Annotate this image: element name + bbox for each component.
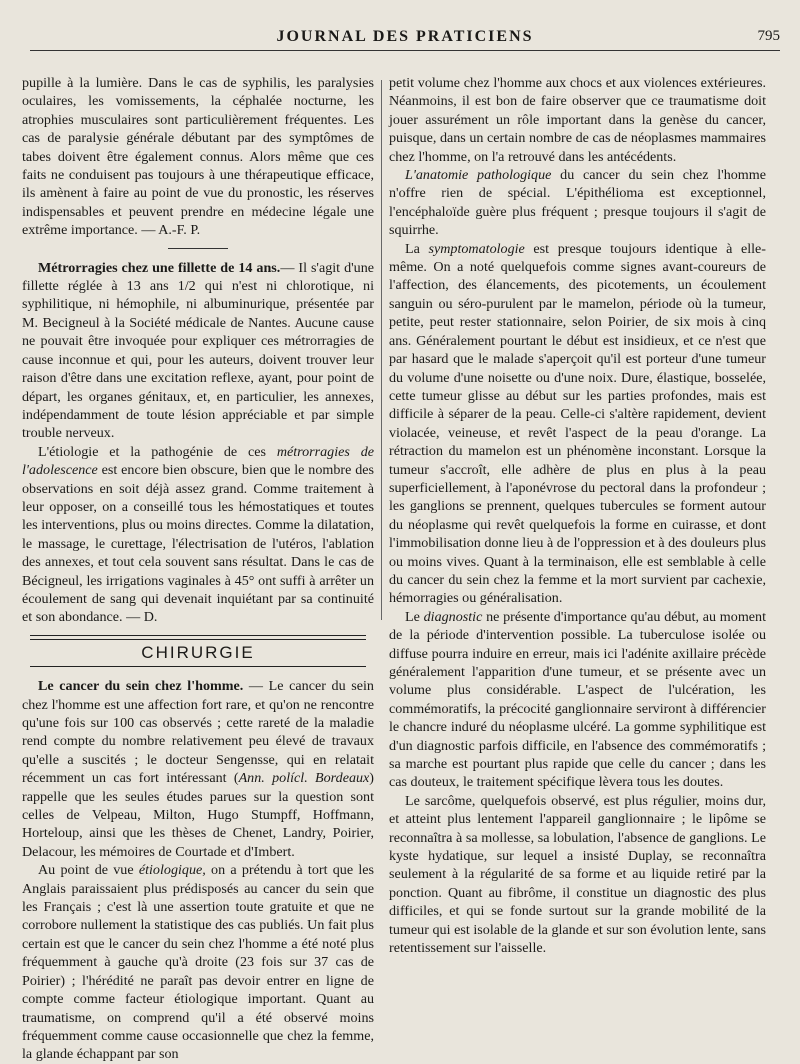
article-paragraph — [22, 677, 374, 861]
right-column — [389, 74, 766, 958]
italic-term: symptomatologie — [428, 240, 525, 257]
journal-title: JOURNAL DES PRATICIENS — [276, 28, 534, 45]
article-title: Le cancer du sein chez l'homme. — [38, 678, 244, 695]
italic-term: étiologique, — [138, 862, 206, 879]
paragraph — [22, 74, 374, 240]
section-heading: CHIRURGIE — [141, 642, 255, 662]
paragraph-text: du cancer du sein chez l'homme n'offre rien de spécial. L'épithélioma est exceptionnel, l'encéphaloïde guère plus fréquent ; presque toujours il s'agit de squirrhe. — [389, 167, 766, 239]
paragraph-text: Le — [405, 608, 424, 625]
article-paragraph — [22, 861, 374, 1063]
paragraph-text: ) rappelle que les seules études parues sur la question sont celles de Velpeau, Milton, Hugo Stumpff, Hoffmann, Horteloup, ainsi que les thèses de Chenet, Landry, Poirier, Delacour, les mémoires de Courtade et d'Imbert. — [22, 770, 374, 860]
separator-rule — [168, 248, 228, 249]
page-header — [30, 28, 780, 52]
paragraph-text: est presque toujours identique à elle-même. On a noté quelquefois comme signes avant-coureurs de l'affection, des élancements, des picotements, un écoulement sanguin ou séro-purulent par le mamelon, période où la tumeur, petite, peut rester stationnaire, selon Poirier, de six mois à cinq ans. Généralement pourtant le début est insidieux, et ce n'est que par hasard que le malade s'aperçoit qu'il est porteur d'une tumeur du volume d'une noisette ou d'une noix. Dure, élastique, bosselée, cette tumeur glisse au début sur les parties profondes, mais est difficile à séparer de la peau. Celle-ci s'altère rapidement, devient violacée, veineuse, et revêt l'aspect de la peau d'orange. La rétraction du mamelon est un phénomène inconstant. Lorsque la tumeur s'accroît, elle adhère de plus en plus à la peau superficiellement, à l'aponévrose du pectoral dans la profondeur ; les ganglions se prennent, quelques tubercules se forment autour du néoplasme qui revêt quelquefois la forme en cuirasse, et dont l'immobilisation donne lieu à de l'oppression et à des douleurs plus ou moins vives. Quant à la terminaison, elle est semblable à celle du cancer du sein chez la femme et la mort survient par cachexie, hémorragies ou généralisation. — [389, 240, 766, 607]
paragraph — [389, 166, 766, 240]
section-rule — [30, 635, 366, 636]
article-paragraph — [22, 259, 374, 443]
italic-term: diagnostic — [423, 608, 483, 625]
paragraph-text: L'étiologie et la pathogénie de ces — [38, 443, 277, 460]
paragraph-text: est encore bien obscure, bien que le nombre des observations en soit déjà assez grand. Comme traitement à leur opposer, on a conseillé tous les hémostatiques et toutes les interventions, plus ou moins directes. Comme la dilatation, le massage, le curettage, l'électrisation de l'utéros, l'ablation des annexes, et tout cela souvent sans résultat. Dans le cas de Bécigneul, les irrigations vaginales à 45° ont suffi à arrêter un écoulement de sang qui devenait inquiétant par sa continuité et son abondance. — [22, 462, 374, 626]
paragraph-text: ne présente d'importance qu'au début, au moment de la période d'intervention possible. La tuberculose isolée ou diffuse pourra induire en erreur, mais ici l'adénite axillaire précède généralement l'apparition d'une tumeur, et se présente avec un volume plus considérable. L'aspect de l'ulcération, les commémoratifs, la précocité ganglionnaire serviront à différencier le chancre induré du néoplasme ulcéré. La gomme syphilitique est d'un diagnostic parfois difficile, en l'absence des commémoratifs ; sa marche est pourtant plus rapide que celle du cancer ; dans les cas douteux, le traitement spécifique lèvera tous les doutes. — [389, 608, 766, 791]
article-title: Métrorragies chez une fillette de 14 ans. — [38, 259, 281, 276]
paragraph-text: pupille à la lumière. Dans le cas de syphilis, les paralysies oculaires, les vomissements, la céphalée nocturne, les atrophies musculaires sont particulièrement fréquentes. Les cas de paralysie générale débutant par des symptômes de tabes doivent être également connus. Alors même que ces faits ne conduisent pas toujours à une thérapeutique efficace, ils amènent à faire au point de vue du pronostic, les réserves indispensables et peuvent prendre en médecine légale une extrême importance. — [22, 75, 374, 239]
paragraph: Le sarcôme, quelquefois observé, est plus régulier, moins dur, et atteint plus lentement l'appareil ganglionnaire ; le lipôme se reconnaîtra à sa mollesse, sa lobulation, l'absence de ganglions. Le kyste hydatique, sur lequel a insisté Duplay, se reconnaîtra seulement à la régularité de sa forme et au liquide retiré par la ponction. Quant au fibrôme, il constitue un diagnostic des plus difficiles, et qui se fonde surtout sur la grande mobilité de la tumeur qui est isolable de la glande et sur son évolution lente, sans retentissement sur l'aisselle. — [389, 792, 766, 957]
paragraph-text: Au point de vue — [38, 862, 139, 879]
author-signature: — A.-F. P. — [141, 222, 201, 239]
paragraph — [389, 240, 766, 608]
section-rule — [30, 666, 366, 667]
paragraph — [389, 608, 766, 792]
paragraph-text: — Il s'agit d'une fillette réglée à 13 ans 1/2 qui n'est ni chlorotique, ni syphilitique, ni hémophile, ni albuminurique, présentée par M. Becigneul à la Société médicale de Nantes. Aucune cause ne pouvait être invoquée pour expliquer ces métrorragies de cause inconnue et qui, pour les auteurs, doivent trouver leur raison d'être dans une excitation reflexe, ayant, pour point de départ, les organes génitaux, et, en particulier, les annexes, indépendamment de toute lésion appréciable et par simple trouble nerveux. — [22, 259, 375, 442]
italic-term: métrorragies de l'adolescence — [22, 443, 375, 479]
italic-term: Ann. polícl. Bordeaux — [238, 770, 370, 787]
page-number: 795 — [757, 28, 780, 44]
paragraph-text: — Le cancer du sein chez l'homme est une affection fort rare, et qu'on ne rencontre qu'une fois sur 100 cas observés ; cette rareté de la maladie rend compte du nombre relativement peu élevé de travaux qu'elle a suscités ; le docteur Sengensse, qui en relatait récemment un cas fort intéressant ( — [22, 678, 374, 787]
italic-term: L'anatomie pathologique — [405, 167, 552, 184]
paragraph: petit volume chez l'homme aux chocs et aux violences extérieures. Néanmoins, il est bon de faire observer que ce traumatisme doit jouer assurément un rôle important dans la genèse du cancer, puisque, dans un certain nombre de cas de néoplasmes mammaires chez l'homme, on l'a retrouvé dans les antécédents. — [389, 75, 766, 165]
section-heading-block — [22, 635, 374, 667]
article-paragraph — [22, 443, 374, 627]
left-column — [22, 74, 374, 1064]
column-divider — [381, 80, 382, 620]
header-rule — [30, 50, 780, 51]
paragraph-text: La — [405, 240, 429, 257]
author-signature: — D. — [126, 609, 158, 626]
paragraph-text: on a prétendu à tort que les Anglais paraissaient plus prédisposés au cancer du sein que les Français ; c'est là une assertion toute gratuite et que ne corrobore nullement la statistique des cas publiés. Un fait plus certain est que le cancer du sein chez l'homme a été noté plus fréquemment à gauche qu'à droite (23 fois sur 37 cas de Poirier) ; l'hérédité ne paraît pas devoir entrer en ligne de compte comme facteur étiologique important. Quant au traumatisme, on comprend qu'il a été observé moins fréquemment comme cause occasionnelle que chez la femme, la glande échappant par son — [22, 862, 374, 1063]
